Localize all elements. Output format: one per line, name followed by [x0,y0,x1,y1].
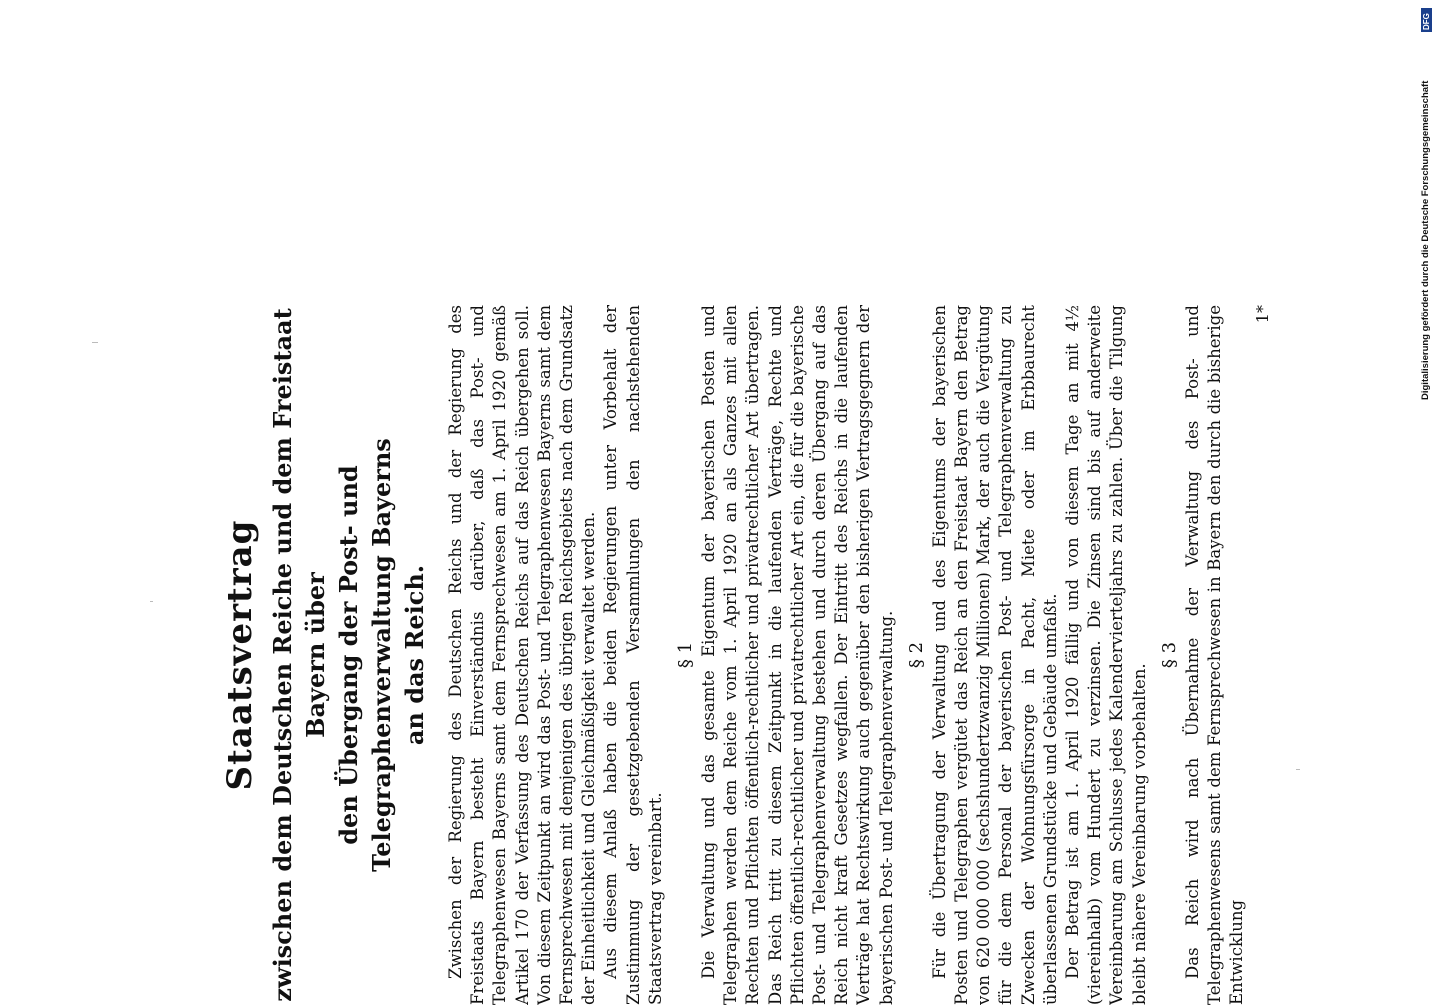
section-paragraph: Der Betrag ist am 1. April 1920 fällig und von diesem Tage an mit 4½ (viereinhalb) vom Hundert zu verzinsen. Die Zinsen sind bis auf anderweite Vereinbarung am Schlusse jedes Kalendervierteljahrs zu zahlen. Über die Tilgung bleibt nähere Vereinbarung vorbehalten. [1063,305,1149,1005]
attribution-sidebar [1418,8,1434,428]
subtitle-line: zwischen dem Deutschen Reiche und dem Freistaat Bayern über [268,308,330,1002]
attribution-text: Digitalisierung gefördert durch die Deutsche Forschungsgemeinschaft [1420,80,1431,400]
page-number: 1* [1252,305,1272,324]
scan-speck [92,342,98,343]
document-title: Staatsvertrag [220,519,260,791]
intro-paragraph: Aus diesem Anlaß haben die beiden Regierungen unter Vorbehalt der Zustimmung der gesetzgebenden Versammlungen den nachstehenden Staatsvertrag vereinbart. [601,305,665,1005]
section-paragraph: Das Reich wird nach Übernahme der Verwaltung des Post- und Telegraphenwesens samt dem Fernsprechwesen in Bayern den durch die bisherige Entwicklung [1182,305,1247,1005]
section-heading: § 3 [1158,641,1180,669]
section-paragraph: Für die Übertragung der Verwaltung und des Eigentums der bayerischen Posten und Telegraphen vergütet das Reich an den Freistaat Bayern den Betrag von 620 000 000 (sechshundertzwanzig Millionen) Mark, der auch die Vergütung für die dem Personal der bayerischen Post- und Telegraphenverwaltung zu Zwecken der Wohnungsfürsorge in Pacht, Miete oder im Erbbaurecht überlassenen Grundstücke und Gebäude umfaßt. [929,305,1060,1005]
section-heading: § 1 [675,641,697,669]
section-paragraph: Die Verwaltung und das gesamte Eigentum der bayerischen Posten und Telegraphen werden dem Reiche vom 1. April 1920 an als Ganzes mit allen Rechten und Pflichten öffentlich-rechtlicher und privatrechtlicher Art übertragen. Das Reich tritt zu diesem Zeitpunkt in die laufenden Verträge, Rechte und Pflichten öffentlich-rechtlicher und privatrechtlicher Art ein, die für die bayerische Post- und Telegraphenverwaltung bestehen und durch deren Übergang auf das Reich nicht kraft Gesetzes wegfallen. Der Eintritt des Reichs in die laufenden Verträge hat Rechtswirkung auch gegenüber den bisherigen Vertragsgegnern der bayerischen Post- und Telegraphenverwaltung. [699,305,896,1005]
subtitle-line: den Übergang der Post- und Telegraphenverwaltung Bayerns [334,438,396,872]
dfg-logo-text: DFG [1422,13,1431,30]
scan-speck [1296,769,1300,770]
intro-paragraph: Zwischen der Regierung des Deutschen Reichs und der Regierung des Freistaats Bayern besteht Einverständnis darüber, daß das Post- und Telegraphenwesen Bayerns samt dem Fernsprechwesen am 1. April 1920 gemäß Artikel 170 der Verfassung des Deutschen Reichs auf das Reich übergehen soll. Von diesem Zeitpunkt an wird das Post- und Telegraphenwesen Bayerns samt dem Fernsprechwesen mit demjenigen des übrigen Reichsgebiets nach dem Grundsatz der Einheitlichkeit und Gleichmäßigkeit verwaltet werden. [446,305,599,1005]
section-heading: § 2 [905,641,927,669]
document-page [220,305,1272,1005]
document-subtitle [266,305,431,1005]
scan-speck [150,601,153,602]
subtitle-line: an das Reich. [400,564,429,746]
